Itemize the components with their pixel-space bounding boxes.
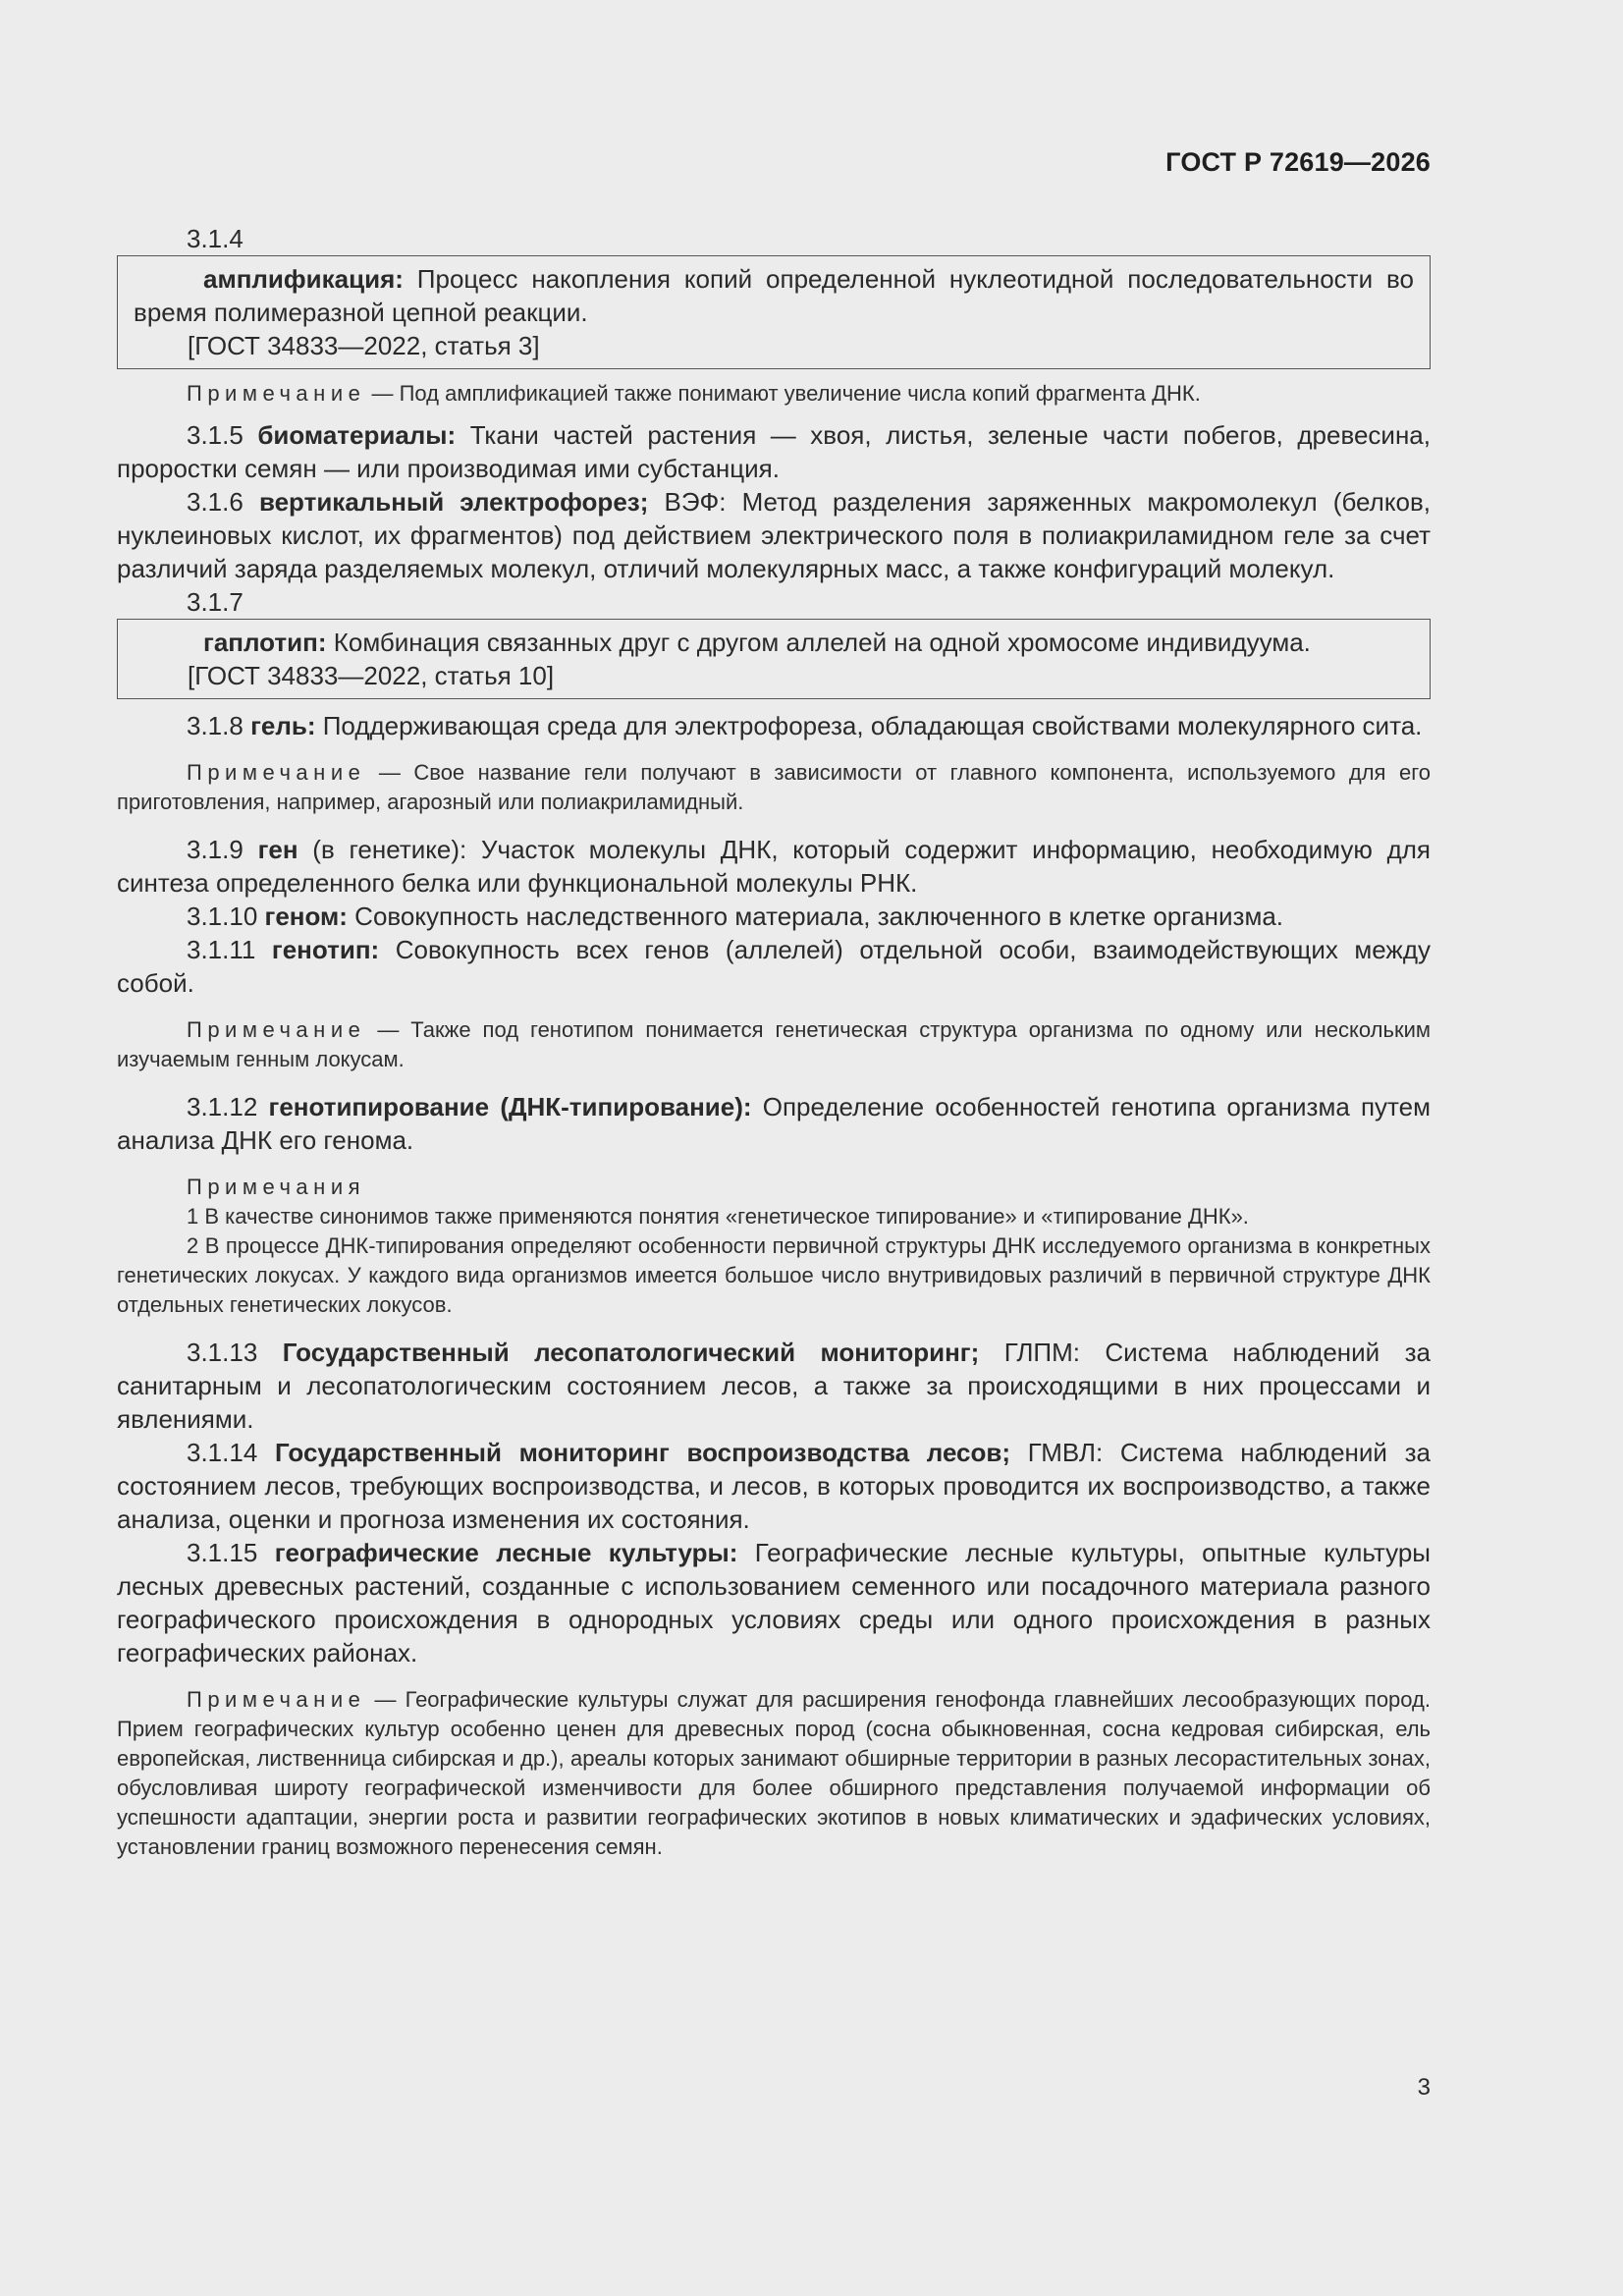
- definition-vertical-electrophoresis: [117, 485, 1431, 585]
- definition-text: Совокупность всех генов (аллелей) отдельной особи, взаимодействующих между собой.: [117, 935, 1431, 998]
- term-qualifier: (в генетике):: [298, 835, 467, 864]
- definition-gene: [117, 833, 1431, 900]
- term-biomaterials: биоматериалы:: [257, 420, 457, 450]
- section-number: 3.1.9: [187, 835, 258, 864]
- section-number-3-1-7: 3.1.7: [187, 587, 243, 617]
- section-number: 3.1.5: [187, 420, 258, 450]
- definition-text: Процесс накопления копий определенной нуклеотидной последовательности во время полимеразной цепной реакции.: [134, 264, 1414, 327]
- boxed-definition-haplotype: [117, 619, 1431, 699]
- section-number: 3.1.14: [187, 1438, 275, 1467]
- definition-gel: [117, 709, 1431, 742]
- term-gel: гель:: [250, 711, 316, 740]
- term-genotype: генотип:: [271, 935, 380, 964]
- definition-genome: [117, 900, 1431, 933]
- source-reference: [ГОСТ 34833—2022, статья 10]: [188, 661, 555, 690]
- note-text: — Географические культуры служат для расширения генофонда главнейших лесообразующих пород. Прием географических культур особенно ценен для древесных пород (сосна обыкновенная, сосна кедровая сибирская, ель европейская, лиственница сибирская и др.), ареалы которых занимают обширные территории в разных лесорастительных зонах, обусловливая широту географической изменчивости для более обширного представления получаемой информации об успешности адаптации, энергии роста и развитии географических экотипов в новых климатических и эдафических условиях, установлении границ возможного перенесения семян.: [117, 1687, 1431, 1859]
- term-amplification: амплификация:: [203, 264, 404, 294]
- definition-text: Ткани частей растения — хвоя, листья, зеленые части побегов, древесина, проростки семян — или производимая ими субстанция.: [117, 420, 1431, 483]
- note-label: Примечание: [187, 760, 366, 785]
- note-genotype: [117, 1015, 1431, 1074]
- section-number: 3.1.6: [187, 487, 259, 517]
- note-text: — Также под генотипом понимается генетическая структура организма по одному или нескольким изучаемым генным локусам.: [117, 1017, 1431, 1071]
- section-number: 3.1.13: [187, 1338, 283, 1367]
- section-number: 3.1.10: [187, 902, 265, 931]
- notes-label-genotyping: [117, 1173, 1431, 1202]
- term-gene: ген: [257, 835, 298, 864]
- page-number: 3: [1417, 2074, 1431, 2101]
- document-code-header: ГОСТ Р 72619—2026: [1165, 147, 1431, 177]
- note-label: Примечание: [187, 381, 366, 406]
- source-reference: [ГОСТ 34833—2022, статья 3]: [188, 331, 540, 360]
- section-number-3-1-4: 3.1.4: [187, 224, 243, 253]
- section-number: 3.1.11: [187, 935, 272, 964]
- note-geographic-forest-cultures: [117, 1685, 1431, 1862]
- section-number: 3.1.8: [187, 711, 251, 740]
- definition-text: Географические лесные культуры, опытные культуры лесных древесных растений, созданные с использованием семенного или посадочного материала разного географического происхождения в однородных условиях среды или одного происхождения в разных географических районах.: [117, 1538, 1431, 1667]
- notes-label: Примечания: [187, 1175, 366, 1199]
- term-forest-pathology-monitoring: Государственный лесопатологический мониторинг;: [282, 1338, 980, 1367]
- definition-haplotype: [134, 626, 1414, 659]
- terms-content: [117, 222, 1431, 1862]
- section-number: 3.1.15: [187, 1538, 275, 1567]
- note-amplification: [117, 379, 1431, 409]
- term-vertical-electrophoresis: вертикальный электрофорез;: [258, 487, 649, 517]
- definition-text: Участок молекулы ДНК, который содержит информацию, необходимую для синтеза определенного белка или функциональной молекулы РНК.: [117, 835, 1431, 898]
- definition-genotype: [117, 933, 1431, 1000]
- term-reforestation-monitoring: Государственный мониторинг воспроизводства лесов;: [274, 1438, 1011, 1467]
- term-genome: геном:: [264, 902, 348, 931]
- definition-text: ГЛПМ: Система наблюдений за санитарным и лесопатологическим состоянием лесов, а также за происходящими в них процессами и явлениями.: [117, 1338, 1432, 1434]
- definition-text: Совокупность наследственного материала, заключенного в клетке организма.: [347, 902, 1284, 931]
- term-geographic-forest-cultures: географические лесные культуры:: [274, 1538, 738, 1567]
- note-gel: [117, 758, 1431, 817]
- boxed-definition-amplification: [117, 255, 1431, 369]
- definition-text: ВЭФ: Метод разделения заряженных макромолекул (белков, нуклеиновых кислот, их фрагментов) под действием электрического поля в полиакриламидном геле за счет различий заряда разделяемых молекул, отличий молекулярных масс, а также конфигураций молекул.: [117, 487, 1431, 583]
- section-number: 3.1.12: [187, 1092, 269, 1121]
- note-label: Примечание: [187, 1017, 366, 1042]
- definition-genotyping: [117, 1090, 1431, 1157]
- definition-geographic-forest-cultures: [117, 1536, 1431, 1669]
- term-genotyping: генотипирование (ДНК-типирование):: [268, 1092, 752, 1121]
- note-2-genotyping: 2 В процессе ДНК-типирования определяют особенности первичной структуры ДНК исследуемого организма в конкретных генетических локусах. У каждого вида организмов имеется большое число внутривидовых различий в первичной структуре ДНК отдельных генетических локусов.: [117, 1233, 1431, 1317]
- definition-text: Комбинация связанных друг с другом аллелей на одной хромосоме индивидуума.: [326, 628, 1311, 657]
- definition-biomaterials: [117, 418, 1431, 485]
- term-haplotype: гаплотип:: [203, 628, 327, 657]
- definition-amplification: [134, 262, 1414, 329]
- note-label: Примечание: [187, 1687, 366, 1712]
- definition-reforestation-monitoring: [117, 1436, 1431, 1536]
- definition-text: Поддерживающая среда для электрофореза, обладающая свойствами молекулярного сита.: [315, 711, 1423, 740]
- definition-text: Определение особенностей генотипа организма путем анализа ДНК его генома.: [117, 1092, 1431, 1155]
- note-text: — Под амплификацией также понимают увеличение числа копий фрагмента ДНК.: [365, 381, 1201, 406]
- note-1-genotyping: 1 В качестве синонимов также применяются понятия «генетическое типирование» и «типирование ДНК».: [187, 1204, 1249, 1229]
- note-text: — Свое название гели получают в зависимости от главного компонента, используемого для его приготовления, например, агарозный или полиакриламидный.: [117, 760, 1431, 814]
- definition-text: ГМВЛ: Система наблюдений за состоянием лесов, требующих воспроизводства, и лесов, в которых проводится их воспроизводство, а также анализа, оценки и прогноза изменения их состояния.: [117, 1438, 1431, 1534]
- definition-forest-pathology-monitoring: [117, 1336, 1431, 1436]
